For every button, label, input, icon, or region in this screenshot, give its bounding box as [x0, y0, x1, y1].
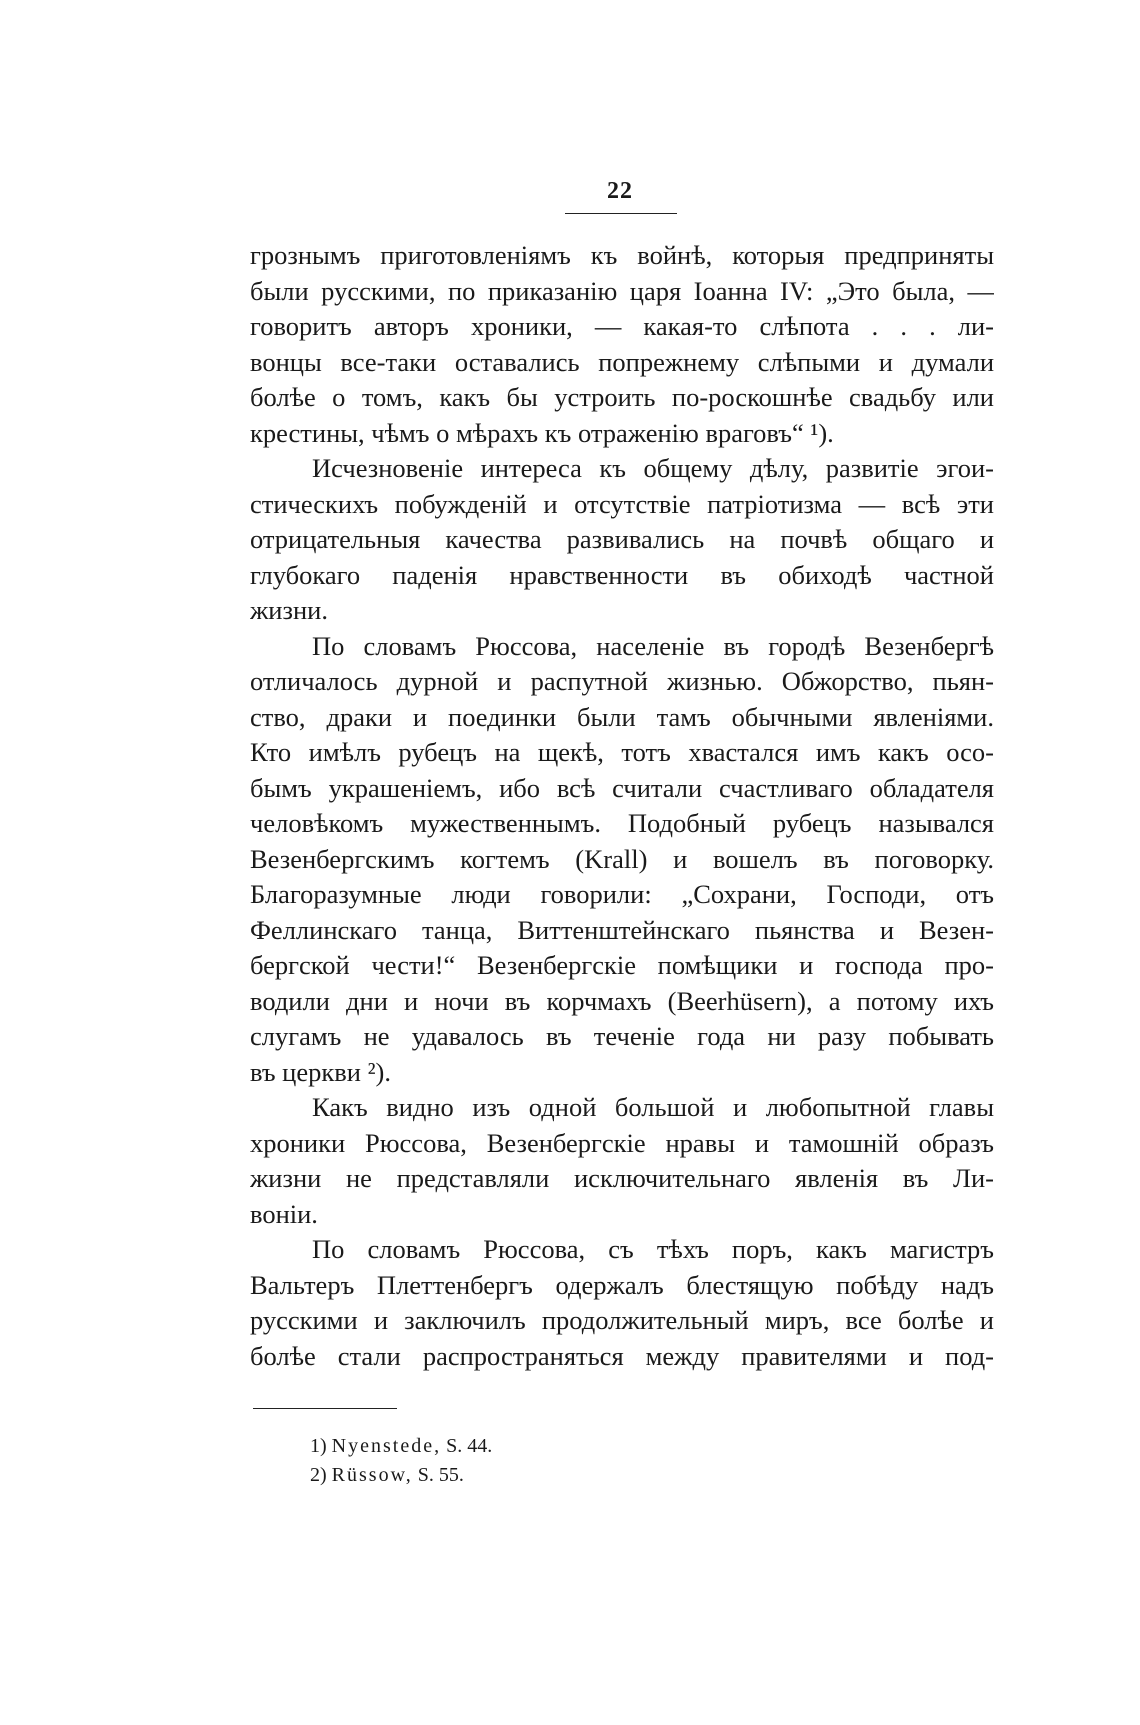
text-line: отрицательныя качества развивались на почвѣ общаго и [250, 524, 994, 554]
footnote [310, 1432, 810, 1461]
text-line: Кто имѣлъ рубецъ на щекѣ, тотъ хвастался имъ какъ осо- [250, 737, 994, 767]
text-line: воніи. [250, 1198, 318, 1229]
text-line: болѣе о томъ, какъ бы устроить по-роскошнѣе свадьбу или [250, 382, 994, 412]
paragraph [250, 1232, 994, 1374]
footnotes [310, 1432, 810, 1490]
text-line: болѣе стали распространяться между правителями и под- [250, 1340, 994, 1371]
text-line: По словамъ Рюссова, населеніе въ городѣ Везенбергѣ [312, 630, 994, 661]
text-line: бергской чести!“ Везенбергскіе помѣщики и господа про- [250, 950, 994, 980]
footnote-ref: S. 55. [417, 1464, 464, 1486]
paragraph [250, 238, 994, 451]
text-line: По словамъ Рюссова, съ тѣхъ поръ, какъ магистръ [312, 1234, 994, 1264]
text-line: крестины, чѣмъ о мѣрахъ къ отраженію враговъ“ ¹). [250, 417, 834, 448]
text-line: Феллинскаго танца, Виттенштейнскаго пьянства и Везен- [250, 914, 994, 945]
text-line: отличалось дурной и распутной жизнью. Обжорство, пьян- [250, 666, 994, 696]
footnote-marker: 1) [310, 1435, 327, 1457]
text-line: въ церкви ²). [250, 1056, 391, 1087]
paragraph [250, 451, 994, 629]
text-line: ство, драки и поединки были тамъ обычными явленіями. [250, 701, 994, 732]
text-line: человѣкомъ мужественнымъ. Подобный рубецъ назывался [250, 808, 994, 838]
paragraph [250, 629, 994, 1091]
text-line: говоритъ авторъ хроники, — какая-то слѣпота . . . ли- [250, 311, 994, 341]
text-line: глубокаго паденія нравственности въ обиходѣ частной [250, 559, 994, 590]
text-line: были русскими, по приказанію царя Іоанна IV: „Это была, — [250, 275, 994, 306]
text-line: Вальтеръ Плеттенбергъ одержалъ блестящую побѣду надъ [250, 1269, 994, 1300]
footnote-rule [253, 1408, 397, 1409]
text-line: водили дни и ночи въ корчмахъ (Beerhüsern), а потому ихъ [250, 985, 994, 1016]
footnote-author: Nyenstede, [331, 1435, 442, 1457]
text-line: жизни. [250, 595, 328, 625]
text-line: грознымъ приготовленіямъ къ войнѣ, которыя предприняты [250, 240, 994, 270]
text-line: жизни не представляли исключительнаго явленія въ Ли- [250, 1163, 994, 1193]
text-line: слугамъ не удавалось въ теченіе года ни разу побывать [250, 1021, 994, 1051]
footnote-marker: 2) [310, 1464, 327, 1486]
paragraph [250, 1090, 994, 1232]
footnote-ref: S. 44. [446, 1435, 493, 1457]
text-line: бымъ украшеніемъ, ибо всѣ считали счастливаго обладателя [250, 772, 994, 803]
text-line: хроники Рюссова, Везенбергскіе нравы и тамошній образъ [250, 1127, 994, 1158]
text-line: Везенбергскимъ когтемъ (Krall) и вошелъ въ поговорку. [250, 843, 994, 874]
text-line: вонцы все-таки оставались попрежнему слѣпыми и думали [250, 346, 994, 377]
footnote [310, 1461, 810, 1490]
page-number: 22 [607, 178, 633, 204]
text-line: Какъ видно изъ одной большой и любопытной главы [312, 1092, 994, 1122]
text-line: русскими и заключилъ продолжительный миръ, все болѣе и [250, 1305, 994, 1335]
text-line: Исчезновеніе интереса къ общему дѣлу, развитіе эгои- [312, 453, 994, 483]
body-text [250, 238, 994, 1374]
page-number-rule [565, 213, 677, 214]
text-line: Благоразумные люди говорили: „Сохрани, Господи, отъ [250, 879, 994, 909]
text-line: стическихъ побужденій и отсутствіе патріотизма — всѣ эти [250, 488, 994, 519]
footnote-author: Rüssow, [331, 1464, 413, 1486]
